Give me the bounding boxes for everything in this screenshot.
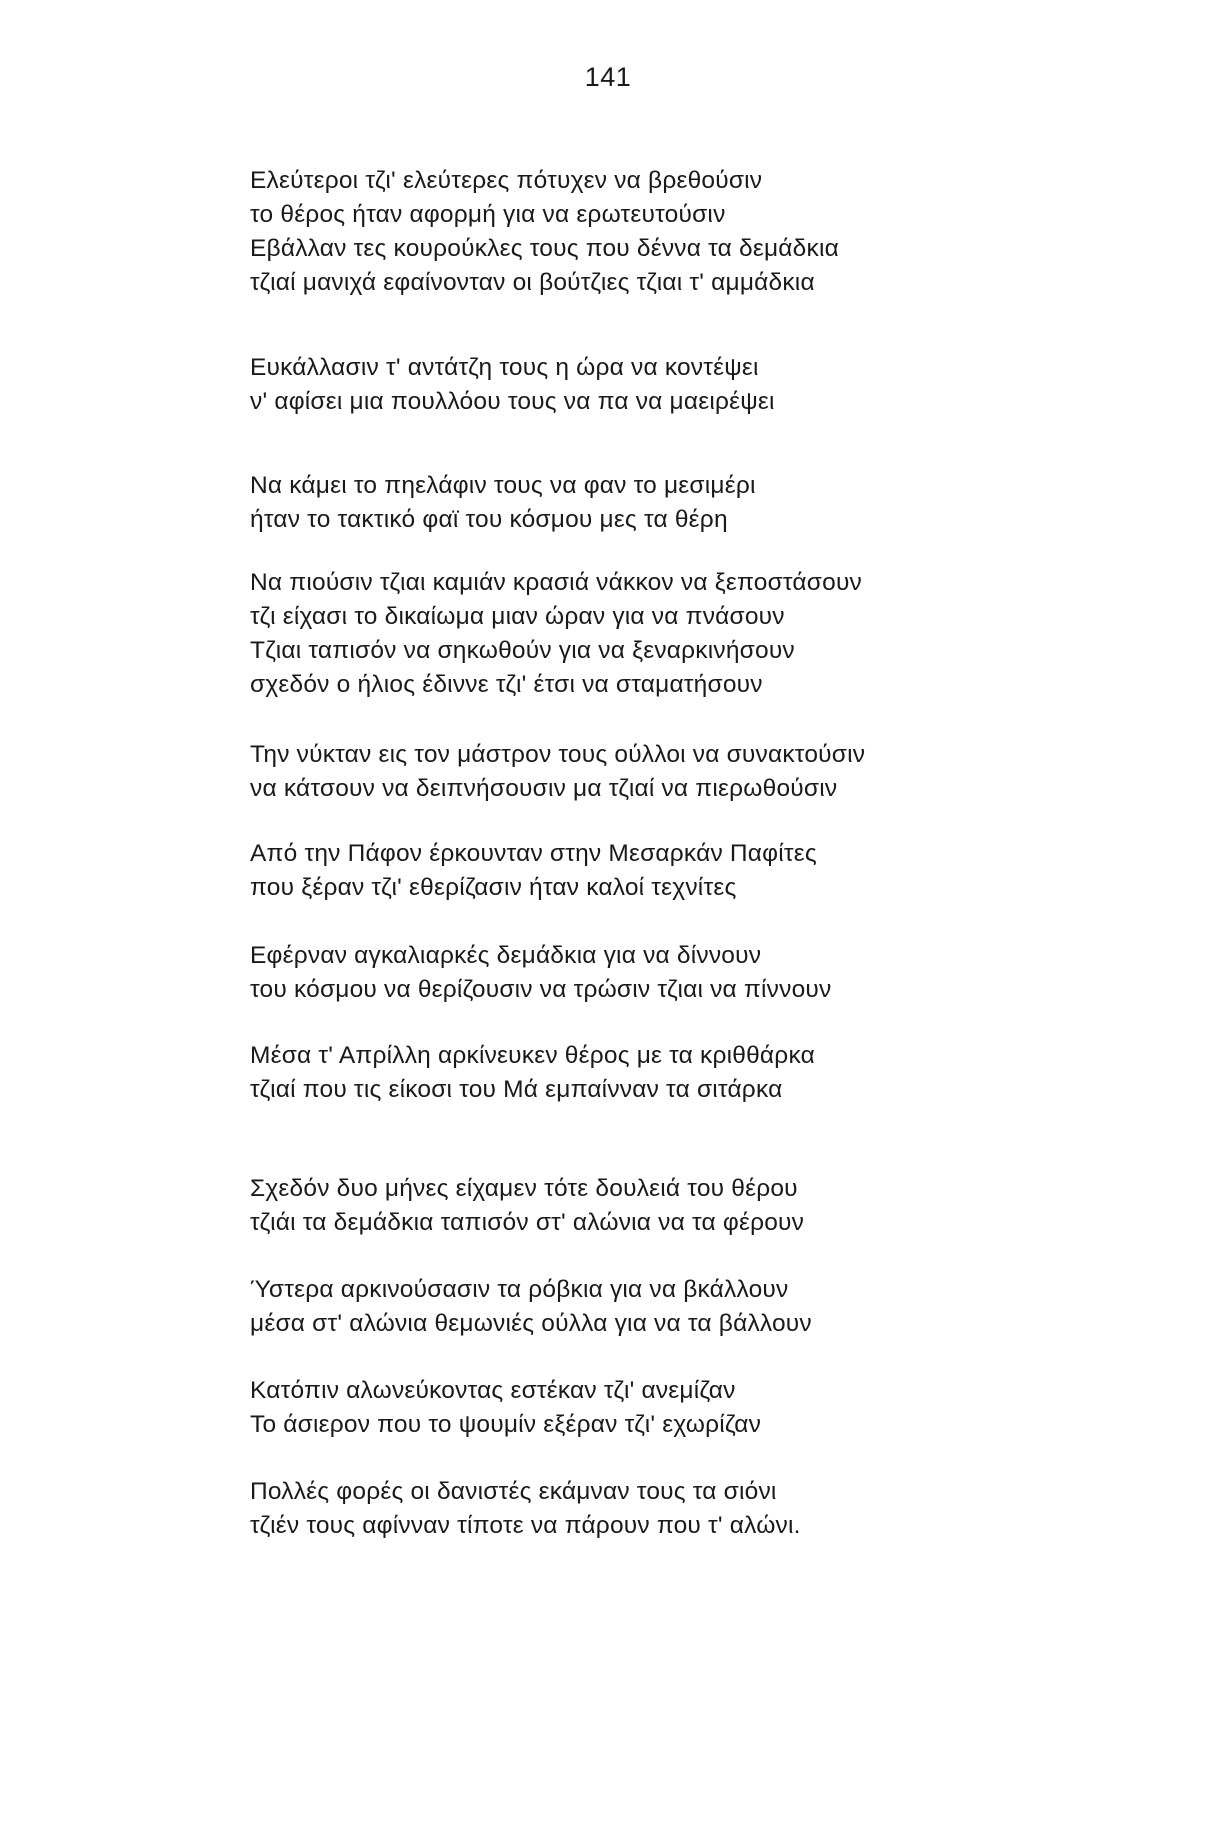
poem-line: να κάτσουν να δειπνήσουσιν μα τζιαί να πιερωθούσιν — [250, 775, 838, 802]
poem-line: Σχεδόν δυο μήνες είχαμεν τότε δουλειά του θέρου — [250, 1175, 798, 1202]
poem-line: μέσα στ' αλώνια θεμωνιές ούλλα για να τα βάλλουν — [250, 1310, 812, 1337]
poem-line: τζιαί μανιχά εφαίνονταν οι βούτζιες τζιαι τ' αμμάδκια — [250, 269, 815, 296]
poem-line: Μέσα τ' Απρίλλη αρκίνευκεν θέρος με τα κριθθάρκα — [250, 1042, 815, 1069]
page-number: 141 — [584, 62, 632, 92]
poem-line: Εφέρναν αγκαλιαρκές δεμάδκια για να δίννουν — [250, 942, 762, 969]
poem-line: Από την Πάφον έρκουνταν στην Μεσαρκάν Παφίτες — [250, 840, 817, 867]
poem-line: Να κάμει το πηελάφιν τους να φαν το μεσιμέρι — [250, 472, 756, 499]
poem-line: Ελεύτεροι τζι' ελεύτερες πότυχεν να βρεθούσιν — [250, 167, 763, 194]
poem-line: τζι είχασι το δικαίωμα μιαν ώραν για να πνάσουν — [250, 603, 785, 630]
poem-line: Κατόπιν αλωνεύκοντας εστέκαν τζι' ανεμίζαν — [250, 1377, 736, 1404]
poem-line: Ευκάλλασιν τ' αντάτζη τους η ώρα να κοντέψει — [250, 354, 759, 381]
poem-line: του κόσμου να θερίζουσιν να τρώσιν τζιαι να πίννουν — [250, 976, 832, 1003]
poem-line: τζιάι τα δεμάδκια ταπισόν στ' αλώνια να τα φέρουν — [250, 1209, 805, 1236]
poem-line: Τζιαι ταπισόν να σηκωθούν για να ξεναρκινήσουν — [250, 637, 795, 664]
poem-line: Το άσιερον που το ψουμίν εξέραν τζι' εχωρίζαν — [250, 1411, 762, 1438]
poem-line: το θέρος ήταν αφορμή για να ερωτευτούσιν — [250, 201, 726, 228]
poem-line: Εβάλλαν τες κουρούκλες τους που δέννα τα δεμάδκια — [250, 235, 839, 262]
poem-line: σχεδόν ο ήλιος έδιννε τζι' έτσι να σταματήσουν — [250, 671, 763, 698]
poem-line: που ξέραν τζι' εθερίζασιν ήταν καλοί τεχνίτες — [250, 874, 737, 901]
poem-line: ήταν το τακτικό φαϊ του κόσμου μες τα θέρη — [250, 506, 728, 533]
poem-line: ν' αφίσει μια πουλλόου τους να πα να μαειρέψει — [250, 388, 775, 415]
poem-line: τζιαί που τις είκοσι του Μά εμπαίνναν τα σιτάρκα — [250, 1076, 783, 1103]
poem-line: Ύστερα αρκινούσασιν τα ρόβκια για να βκάλλουν — [250, 1276, 789, 1303]
poem-line: Να πιούσιν τζιαι καμιάν κρασιά νάκκον να ξεποστάσουν — [250, 569, 862, 596]
poem-line: Την νύκταν εις τον μάστρον τους ούλλοι να συνακτούσιν — [250, 741, 866, 768]
poem-line: τζιέν τους αφίνναν τίποτε να πάρουν που τ' αλώνι. — [250, 1512, 801, 1539]
poem-line: Πολλές φορές οι δανιστές εκάμναν τους τα σιόνι — [250, 1478, 777, 1505]
